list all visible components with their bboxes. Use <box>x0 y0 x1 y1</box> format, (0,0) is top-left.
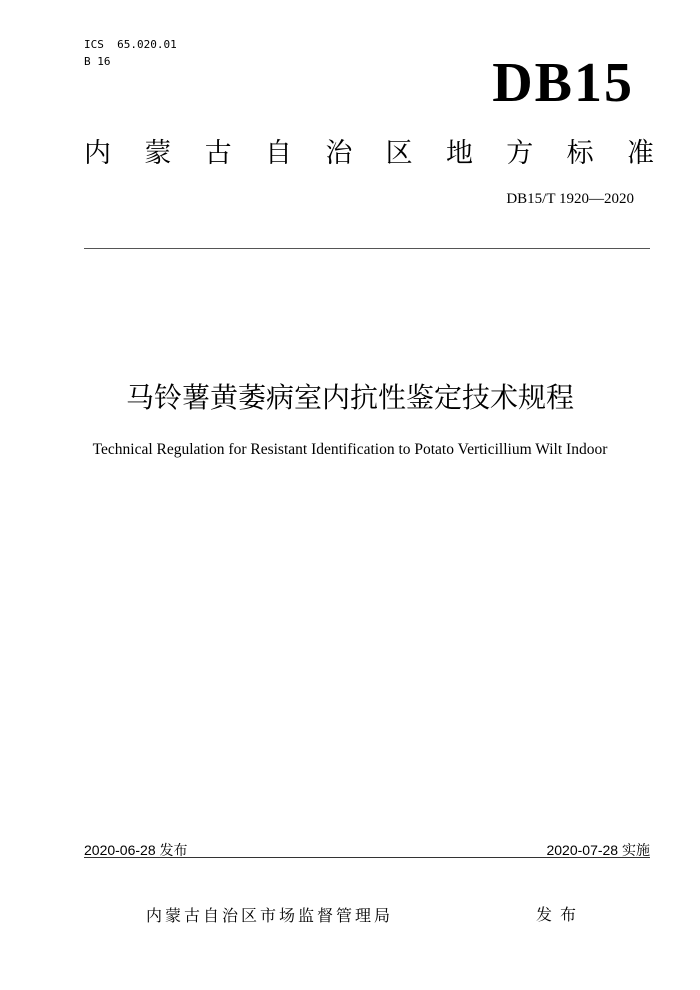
standard-type-char: 治 <box>325 138 353 169</box>
standard-type-char: 地 <box>445 138 473 169</box>
classification-codes <box>84 36 177 70</box>
standard-type-char: 方 <box>506 138 534 169</box>
issuing-authority: 内蒙古自治区市场监督管理局 <box>146 906 394 925</box>
release-date: 2020-06-28 发布 <box>84 842 188 858</box>
document-title-cn: 马铃薯黄萎病室内抗性鉴定技术规程 <box>125 381 574 414</box>
standard-type-title <box>84 137 654 171</box>
document-title-en: Technical Regulation for Resistant Identification to Potato Verticillium Wilt Indoor <box>92 441 608 458</box>
standard-type-char: 标 <box>566 138 594 169</box>
standard-type-char: 区 <box>385 138 413 169</box>
ccs-code: B 16 <box>84 55 111 68</box>
ics-code: ICS 65.020.01 <box>84 38 177 51</box>
standard-type-char: 蒙 <box>144 138 172 169</box>
standard-type-char: 自 <box>264 138 292 169</box>
standard-type-char: 古 <box>204 138 232 169</box>
standard-code-logo: DB15 <box>492 52 634 114</box>
top-divider <box>84 248 650 249</box>
bottom-divider <box>84 857 650 858</box>
issue-label: 发布 <box>536 905 585 924</box>
implement-date: 2020-07-28 实施 <box>546 842 650 858</box>
standard-type-char: 准 <box>626 138 654 169</box>
standard-number: DB15/T 1920—2020 <box>506 191 634 207</box>
standard-type-char: 内 <box>84 138 111 169</box>
